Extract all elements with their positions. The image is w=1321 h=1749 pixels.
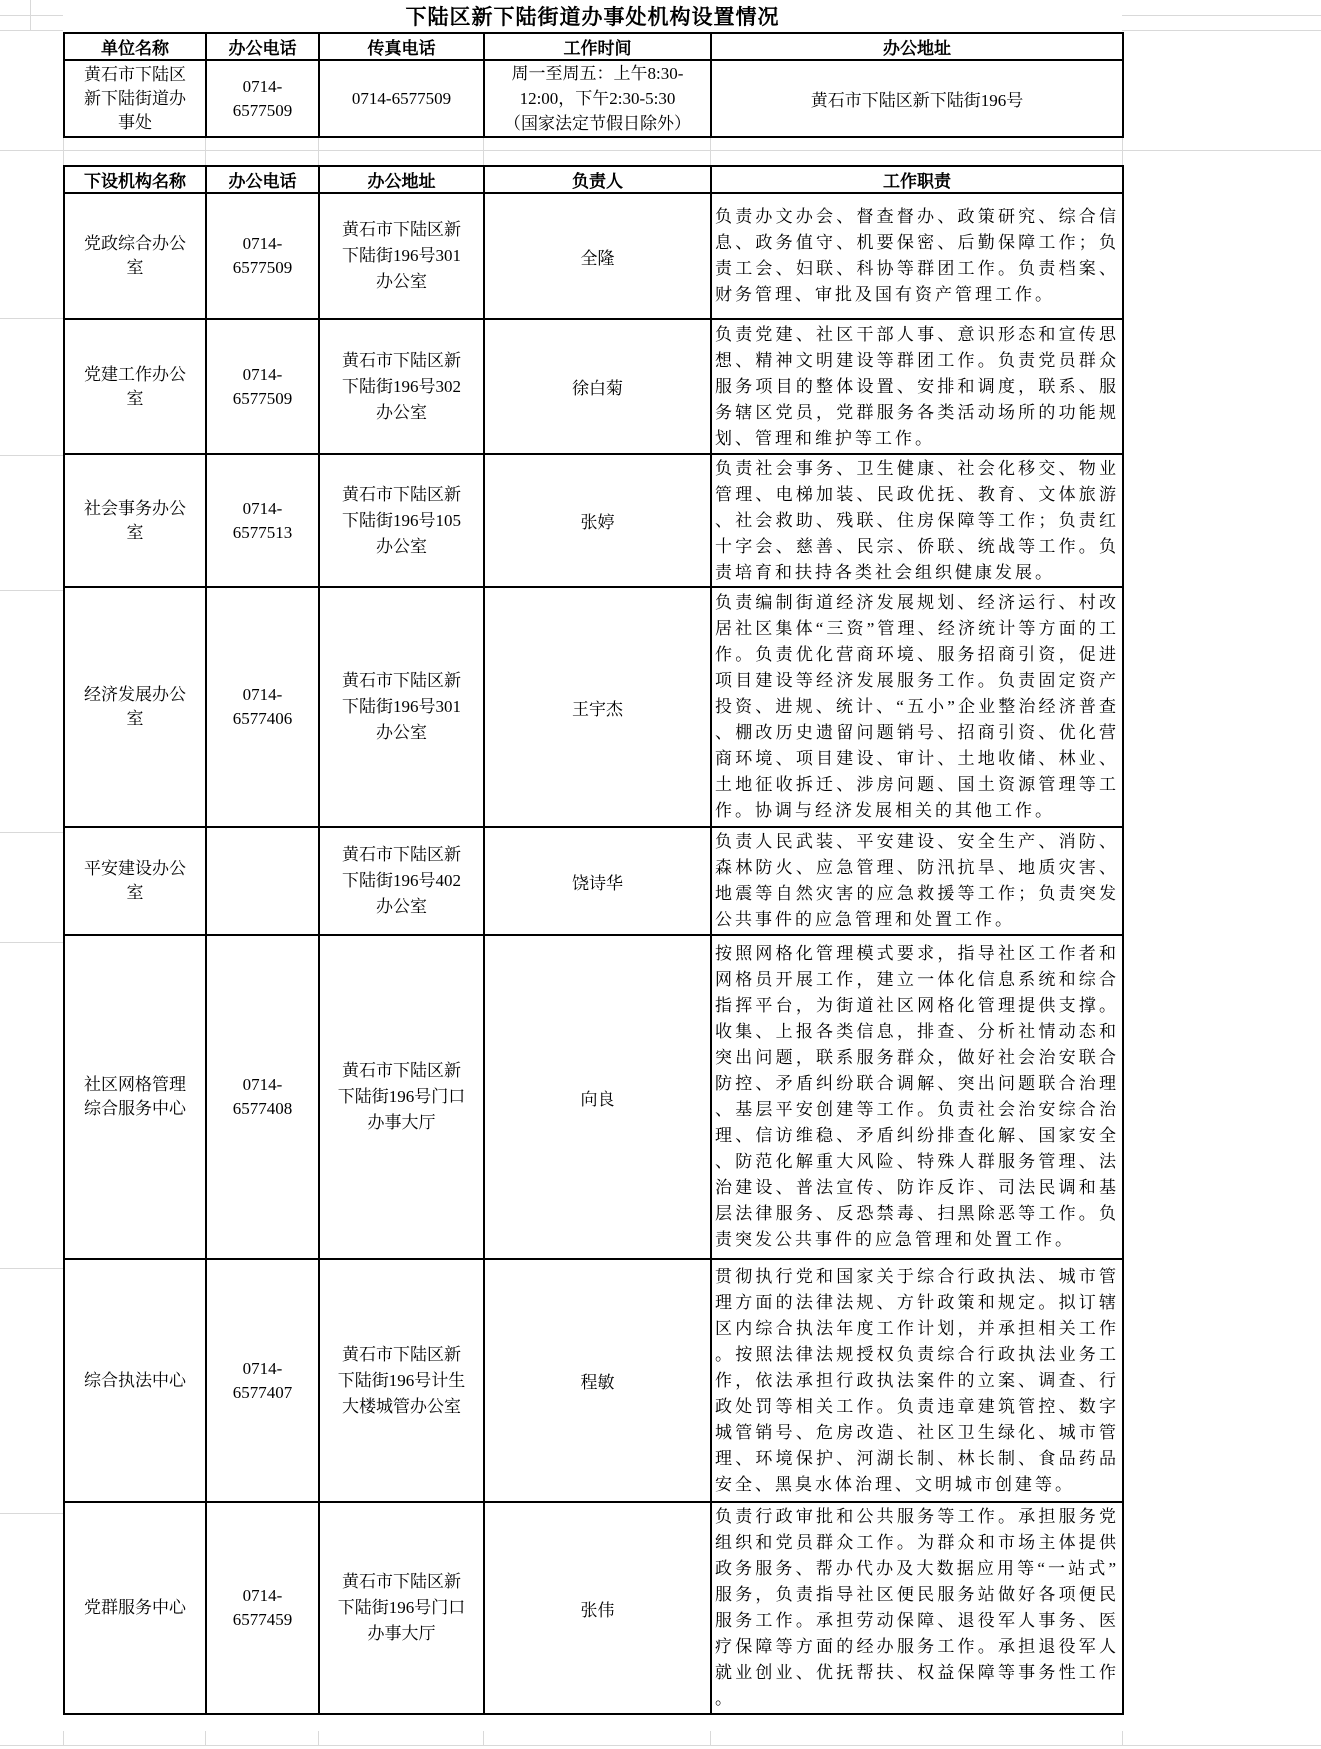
office-info-header-row: [64, 33, 1123, 60]
address-cell: 黄石市下陆区新下陆街196号402办公室: [319, 827, 484, 935]
dept-name-cell: 党建工作办公室: [64, 319, 206, 454]
leader-cell: 向良: [484, 935, 711, 1259]
office-info-table: [63, 32, 1124, 138]
dept-name-cell: 社会事务办公室: [64, 454, 206, 587]
header-duties: 工作职责: [711, 166, 1123, 193]
leader-cell: 张婷: [484, 454, 711, 587]
page-title: 下陆区新下陆街道办事处机构设置情况: [405, 5, 780, 29]
header-dept-address: 办公地址: [319, 166, 484, 193]
departments-header-row: [64, 166, 1123, 193]
duties-cell: 负责党建、社区干部人事、意识形态和宣传思想、精神文明建设等群团工作。负责党员群众服务项目的整体设置、安排和调度，联系、服务辖区党员，党群服务各类活动场所的功能规划、管理和维护等工作。: [711, 319, 1123, 454]
header-office-phone: 办公电话: [206, 33, 319, 60]
gridline: [1122, 30, 1321, 31]
gridline: [1122, 15, 1321, 16]
gridline: [0, 832, 63, 833]
header-unit-name: 单位名称: [64, 33, 206, 60]
gridline: [318, 137, 319, 165]
table-row: [64, 1502, 1123, 1714]
departments-table: [63, 165, 1124, 1715]
header-office-address: 办公地址: [711, 33, 1123, 60]
header-leader: 负责人: [484, 166, 711, 193]
leader-cell: 饶诗华: [484, 827, 711, 935]
address-cell: 黄石市下陆区新下陆街196号计生大楼城管办公室: [319, 1259, 484, 1502]
gridline: [483, 1731, 484, 1745]
address-cell: 黄石市下陆区新下陆街196号302办公室: [319, 319, 484, 454]
header-fax: 传真电话: [319, 33, 484, 60]
duties-cell: 负责人民武装、平安建设、安全生产、消防、森林防火、应急管理、防汛抗旱、地质灾害、地震等自然灾害的应急救援等工作；负责突发公共事件的应急管理和处置工作。: [711, 827, 1123, 935]
address-cell: 黄石市下陆区新下陆街196号门口办事大厅: [319, 935, 484, 1259]
gridline: [318, 1731, 319, 1745]
header-dept-name: 下设机构名称: [64, 166, 206, 193]
gridline: [0, 1513, 63, 1514]
gridline: [0, 1268, 63, 1269]
phone-cell: 0714- 6577407: [206, 1259, 319, 1502]
gridline: [205, 137, 206, 165]
gridline: [0, 318, 63, 319]
gridline: [483, 137, 484, 165]
header-work-hours: 工作时间: [484, 33, 711, 60]
unit-name-cell: 黄石市下陆区新下陆街道办事处: [64, 60, 206, 137]
table-row: [64, 454, 1123, 587]
duties-cell: 负责编制街道经济发展规划、经济运行、村改居社区集体“三资”管理、经济统计等方面的工作。负责优化营商环境、服务招商引资，促进项目建设等经济发展服务工作。负责固定资产投资、进规、统计、“五小”企业整治经济普查、棚改历史遗留问题销号、招商引资、优化营商环境、项目建设、审计、土地收储、林业、土地征收拆迁、涉房问题、国土资源管理等工作。协调与经济发展相关的其他工作。: [711, 587, 1123, 827]
phone-cell: 0714- 6577408: [206, 935, 319, 1259]
phone-cell: 0714- 6577509: [206, 193, 319, 319]
address-cell: 黄石市下陆区新下陆街196号门口办事大厅: [319, 1502, 484, 1714]
dept-name-cell: 经济发展办公室: [64, 587, 206, 827]
duties-cell: 按照网格化管理模式要求，指导社区工作者和网格员开展工作，建立一体化信息系统和综合指挥平台，为街道社区网格化管理提供支撑。收集、上报各类信息，排查、分析社情动态和突出问题，联系服务群众，做好社会治安联合防控、矛盾纠纷联合调解、突出问题联合治理、基层平安创建等工作。负责社会治安综合治理、信访维稳、矛盾纠纷排查化解、国家安全、防范化解重大风险、特殊人群服务管理、法治建设、普法宣传、防诈反诈、司法民调和基层法律服务、反恐禁毒、扫黑除恶等工作。负责突发公共事件的应急管理和处置工作。: [711, 935, 1123, 1259]
fax-cell: 0714-6577509: [319, 60, 484, 137]
duties-cell: 贯彻执行党和国家关于综合行政执法、城市管理方面的法律法规、方针政策和规定。拟订辖区内综合执法年度工作计划，并承担相关工作。按照法律法规授权负责综合行政执法业务工作，依法承担行政执法案件的立案、调查、行政处罚等相关工作。负责违章建筑管控、数字城管销号、危房改造、社区卫生绿化、城市管理、环境保护、河湖长制、林长制、食品药品安全、黑臭水体治理、文明城市创建等。: [711, 1259, 1123, 1502]
dept-name-cell: 综合执法中心: [64, 1259, 206, 1502]
gridline: [0, 942, 63, 943]
duties-cell: 负责社会事务、卫生健康、社会化移交、物业管理、电梯加装、民政优抚、教育、文体旅游、社会救助、残联、住房保障等工作；负责红十字会、慈善、民宗、侨联、统战等工作。负责培育和扶持各类社会组织健康发展。: [711, 454, 1123, 587]
office-address-cell: 黄石市下陆区新下陆街196号: [711, 60, 1123, 137]
table-row: [64, 193, 1123, 319]
work-hours-cell: 周一至周五：上午8:30- 12:00，下午2:30-5:30 （国家法定节假日除外）: [484, 60, 711, 137]
gridline: [0, 15, 63, 16]
address-cell: 黄石市下陆区新下陆街196号301办公室: [319, 587, 484, 827]
dept-name-cell: 党政综合办公室: [64, 193, 206, 319]
leader-cell: 王宇杰: [484, 587, 711, 827]
address-cell: 黄石市下陆区新下陆街196号105办公室: [319, 454, 484, 587]
gridline: [1122, 137, 1123, 165]
phone-cell: [206, 827, 319, 935]
leader-cell: 全隆: [484, 193, 711, 319]
dept-name-cell: 社区网格管理综合服务中心: [64, 935, 206, 1259]
gridline: [63, 137, 64, 165]
phone-cell: 0714- 6577513: [206, 454, 319, 587]
gridline: [0, 455, 63, 456]
office-info-row: [64, 60, 1123, 137]
gridline: [205, 1731, 206, 1745]
gridline: [710, 137, 711, 165]
gridline: [0, 30, 63, 31]
phone-cell: 0714- 6577459: [206, 1502, 319, 1714]
duties-cell: 负责办文办会、督查督办、政策研究、综合信息、政务值守、机要保密、后勤保障工作；负责工会、妇联、科协等群团工作。负责档案、财务管理、审批及国有资产管理工作。: [711, 193, 1123, 319]
header-dept-phone: 办公电话: [206, 166, 319, 193]
phone-cell: 0714- 6577406: [206, 587, 319, 827]
gridline: [0, 590, 63, 591]
leader-cell: 程敏: [484, 1259, 711, 1502]
address-cell: 黄石市下陆区新下陆街196号301办公室: [319, 193, 484, 319]
leader-cell: 张伟: [484, 1502, 711, 1714]
table-row: [64, 319, 1123, 454]
leader-cell: 徐白菊: [484, 319, 711, 454]
phone-cell: 0714- 6577509: [206, 319, 319, 454]
table-row: [64, 587, 1123, 827]
gridline: [0, 1745, 1321, 1746]
duties-cell: 负责行政审批和公共服务等工作。承担服务党组织和党员群众工作。为群众和市场主体提供政务服务、帮办代办及大数据应用等“一站式”服务，负责指导社区便民服务站做好各项便民服务工作。承担劳动保障、退役军人事务、医疗保障等方面的经办服务工作。承担退役军人就业创业、优抚帮扶、权益保障等事务性工作。: [711, 1502, 1123, 1714]
gridline: [30, 0, 31, 31]
dept-name-cell: 平安建设办公室: [64, 827, 206, 935]
table-row: [64, 935, 1123, 1259]
phone-cell: 0714- 6577509: [206, 60, 319, 137]
gridline: [63, 1731, 64, 1745]
dept-name-cell: 党群服务中心: [64, 1502, 206, 1714]
table-row: [64, 827, 1123, 935]
gridline: [1122, 1731, 1123, 1745]
gridline: [710, 1731, 711, 1745]
table-row: [64, 1259, 1123, 1502]
